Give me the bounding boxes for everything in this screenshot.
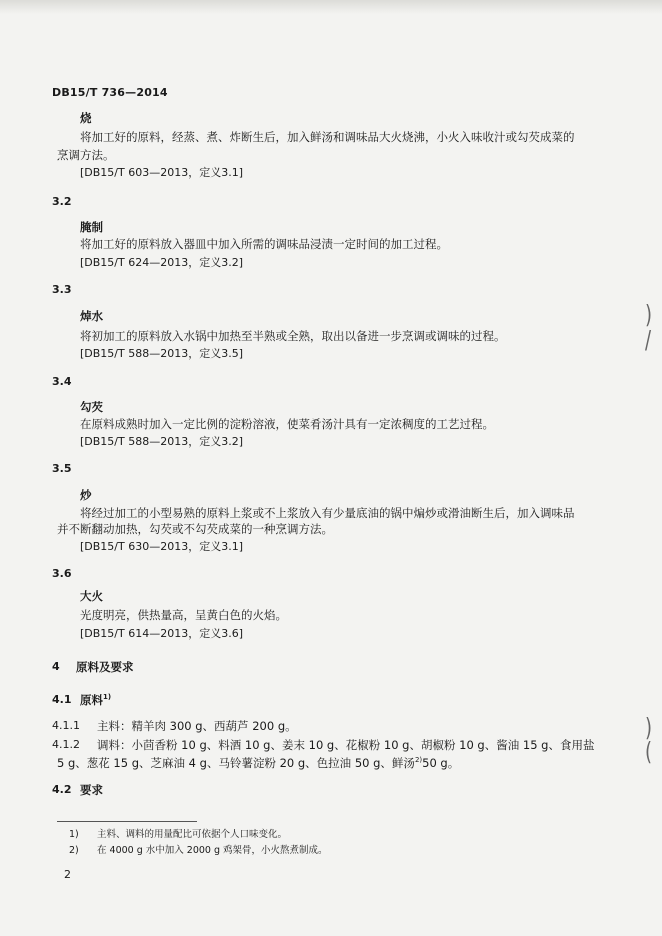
definition-reference: [DB15/T 614—2013，定义3.6] [80, 627, 244, 640]
term-title: 炒 [80, 488, 92, 502]
definition-line: 将加工好的原料放入器皿中加入所需的调味品浸渍一定时间的加工过程。 [80, 237, 448, 251]
term-title: 焯水 [80, 309, 103, 323]
term-title: 大火 [80, 589, 103, 603]
term-title: 勾芡 [80, 400, 103, 414]
clause-title: 原料$^{1)}$ [80, 693, 112, 707]
clause-number: 4.1.1 [52, 719, 80, 732]
clause-number: 3.4 [52, 375, 72, 388]
footnote-text: 主料、调料的用量配比可依据个人口味变化。 [97, 829, 288, 840]
definition-reference: [DB15/T 588—2013，定义3.2] [80, 435, 244, 448]
section-title: 原料及要求 [76, 660, 134, 674]
section-number: 4 [52, 660, 60, 673]
term-title: 烧 [80, 111, 92, 125]
definition-line: 将经过加工的小型易熟的原料上浆或不上浆放入有少量底油的锅中煸炒或滑油断生后，加入调味品 [80, 506, 575, 520]
page-number: 2 [64, 868, 71, 881]
clause-number: 4.2 [52, 783, 72, 796]
scan-edge [0, 0, 662, 14]
binding-mark: ( [645, 737, 653, 768]
binding-mark: / [645, 325, 652, 356]
definition-line: 光度明亮，供热量高，呈黄白色的火焰。 [80, 608, 287, 622]
seasonings-line: 5 g、葱花 15 g、芝麻油 4 g、马铃薯淀粉 20 g、色拉油 50 g、鲜汤$^{2)}$50 g。 [57, 756, 460, 770]
clause-number: 3.6 [52, 567, 72, 580]
clause-number: 3.5 [52, 462, 72, 475]
clause-title: 要求 [80, 783, 103, 797]
footnote-ref: 1) [103, 693, 112, 702]
definition-reference: [DB15/T 630—2013，定义3.1] [80, 540, 244, 553]
footnote-text: 在 4000 g 水中加入 2000 g 鸡架骨，小火熬煮制成。 [97, 845, 328, 856]
definition-reference: [DB15/T 603—2013，定义3.1] [80, 166, 244, 179]
footnote-mark: 1) [69, 829, 79, 840]
binding-mark: ) [645, 713, 653, 744]
clause-number: 4.1.2 [52, 738, 80, 751]
term-title: 腌制 [80, 220, 103, 234]
footnote-mark: 2) [69, 845, 79, 856]
clause-number: 3.2 [52, 195, 72, 208]
binding-mark: ) [645, 300, 653, 331]
seasonings-line: 调料：小茴香粉 10 g、料酒 10 g、姜末 10 g、花椒粉 10 g、胡椒粉 10 g、酱油 15 g、食用盐 [97, 738, 595, 752]
footnote-ref: 2) [414, 756, 423, 765]
main-ingredients: 主料：精羊肉 300 g、西葫芦 200 g。 [97, 719, 297, 733]
definition-line: 在原料成熟时加入一定比例的淀粉溶液，使菜肴汤汁具有一定浓稠度的工艺过程。 [80, 417, 494, 431]
footnote-divider [57, 821, 197, 822]
definition-reference: [DB15/T 588—2013，定义3.5] [80, 347, 244, 360]
definition-line: 并不断翻动加热，勾芡或不勾芡成菜的一种烹调方法。 [57, 522, 333, 536]
definition-line: 烹调方法。 [57, 148, 115, 162]
definition-line: 将加工好的原料，经蒸、煮、炸断生后，加入鲜汤和调味品大火烧沸，小火入味收汁或勾芡成菜的 [80, 130, 575, 144]
definition-line: 将初加工的原料放入水锅中加热至半熟或全熟，取出以备进一步烹调或调味的过程。 [80, 329, 506, 343]
definition-reference: [DB15/T 624—2013，定义3.2] [80, 256, 244, 269]
clause-number: 4.1 [52, 693, 72, 706]
standard-code-header: DB15/T 736—2014 [52, 86, 168, 99]
clause-number: 3.3 [52, 283, 72, 296]
